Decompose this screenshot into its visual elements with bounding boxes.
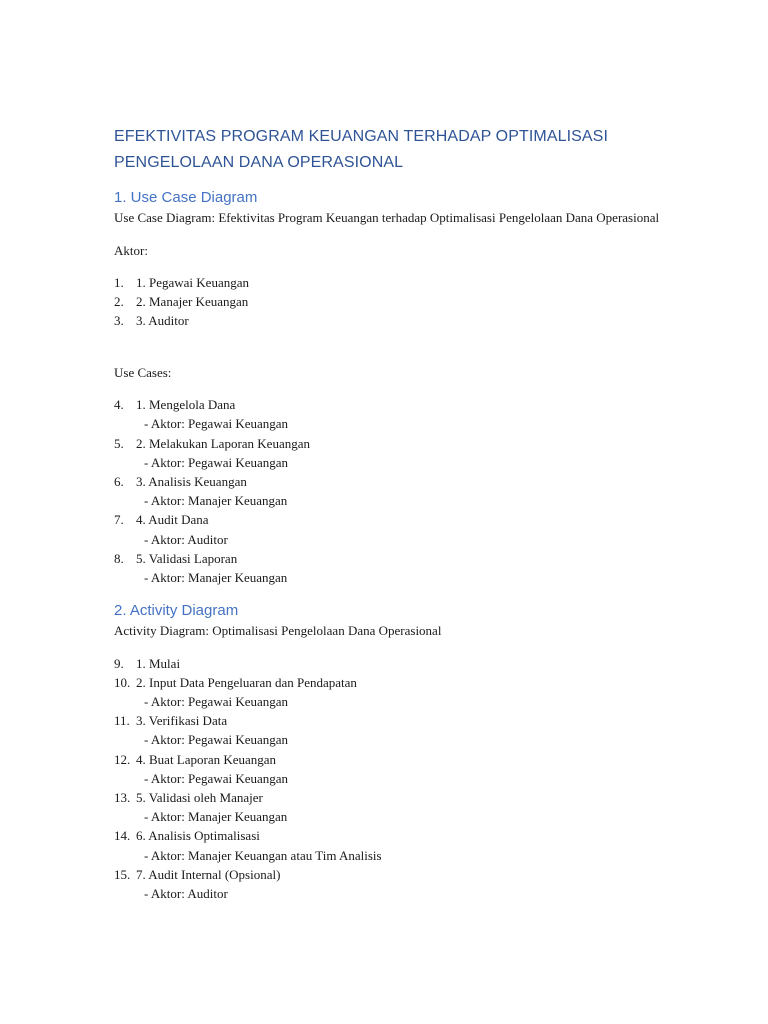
list-item: [114, 472, 674, 510]
list-item: [114, 273, 674, 292]
list-number: 15.: [114, 866, 131, 882]
section-heading-activity: 2. Activity Diagram: [114, 602, 239, 620]
list-item: [114, 549, 674, 587]
list-number: 14.: [114, 828, 131, 844]
list-item-text: 1. Pegawai Keuangan: [136, 275, 249, 290]
list-number: 9.: [114, 655, 124, 671]
list-number: 10.: [114, 674, 131, 690]
list-number: 11.: [114, 713, 130, 729]
list-item-actor: - Aktor: Pegawai Keuangan: [144, 454, 289, 470]
list-item: [114, 711, 674, 749]
list-item: [114, 292, 674, 311]
list-number: 6.: [114, 473, 124, 489]
list-number: 1.: [114, 275, 124, 290]
document-page: [114, 124, 674, 903]
list-item-actor: - Aktor: Auditor: [144, 886, 228, 902]
list-item: [114, 395, 674, 433]
list-item-actor: - Aktor: Pegawai Keuangan: [144, 416, 289, 432]
list-item: [114, 788, 674, 826]
list-item-text: 3. Auditor: [136, 313, 189, 329]
list-item: [114, 750, 674, 788]
list-item: [114, 510, 674, 548]
list-number: 5.: [114, 435, 124, 451]
list-item-text: 1. Mulai: [136, 655, 181, 671]
title-line-2: PENGELOLAAN DANA OPERASIONAL: [114, 154, 404, 171]
list-item-text: 1. Mengelola Dana: [136, 397, 236, 413]
list-item-actor: - Aktor: Pegawai Keuangan: [144, 694, 289, 710]
list-item-text: 3. Analisis Keuangan: [136, 473, 247, 489]
list-item-actor: - Aktor: Manajer Keuangan: [144, 569, 288, 585]
title-line-1: EFEKTIVITAS PROGRAM KEUANGAN TERHADAP OPTIMALISASI: [114, 128, 608, 145]
list-item-text: 2. Melakukan Laporan Keuangan: [136, 435, 310, 451]
use-case-intro: Use Case Diagram: Efektivitas Program Keuangan terhadap Optimalisasi Pengelolaan Dana Operasional: [114, 210, 660, 225]
list-item: [114, 826, 674, 864]
list-item: [114, 654, 674, 673]
actors-label: Aktor:: [114, 242, 148, 258]
list-item-text: 2. Input Data Pengeluaran dan Pendapatan: [136, 674, 357, 690]
list-number: 13.: [114, 790, 131, 806]
list-item-text: 5. Validasi oleh Manajer: [136, 790, 263, 806]
list-number: 3.: [114, 313, 124, 329]
use-cases-list: [114, 395, 674, 587]
list-number: 4.: [114, 397, 124, 413]
list-number: 8.: [114, 550, 124, 566]
list-item-actor: - Aktor: Pegawai Keuangan: [144, 732, 289, 748]
list-item: [114, 434, 674, 472]
use-cases-label: Use Cases:: [114, 364, 172, 380]
list-item-actor: - Aktor: Manajer Keuangan: [144, 493, 288, 509]
list-number: 12.: [114, 751, 131, 767]
list-item: [114, 673, 674, 711]
list-number: 2.: [114, 294, 124, 310]
activity-intro: Activity Diagram: Optimalisasi Pengelolaan Dana Operasional: [114, 623, 442, 639]
list-item-text: 4. Buat Laporan Keuangan: [136, 751, 277, 767]
list-item-text: 3. Verifikasi Data: [136, 713, 228, 729]
list-item-text: 4. Audit Dana: [136, 512, 209, 528]
list-item-actor: - Aktor: Pegawai Keuangan: [144, 770, 289, 786]
list-item-actor: - Aktor: Auditor: [144, 531, 228, 547]
list-item-actor: - Aktor: Manajer Keuangan: [144, 809, 288, 825]
section-heading-use-case: 1. Use Case Diagram: [114, 189, 258, 206]
list-number: 7.: [114, 512, 124, 528]
list-item-text: 7. Audit Internal (Opsional): [136, 866, 281, 882]
list-item-text: 5. Validasi Laporan: [136, 550, 238, 566]
actors-list: [114, 273, 674, 331]
list-item-actor: - Aktor: Manajer Keuangan atau Tim Analisis: [144, 847, 382, 863]
document-title: [114, 124, 674, 176]
list-item: [114, 311, 674, 330]
list-item-text: 6. Analisis Optimalisasi: [136, 828, 260, 844]
list-item: [114, 865, 674, 903]
activity-steps-list: [114, 654, 674, 904]
list-item-text: 2. Manajer Keuangan: [136, 294, 249, 310]
